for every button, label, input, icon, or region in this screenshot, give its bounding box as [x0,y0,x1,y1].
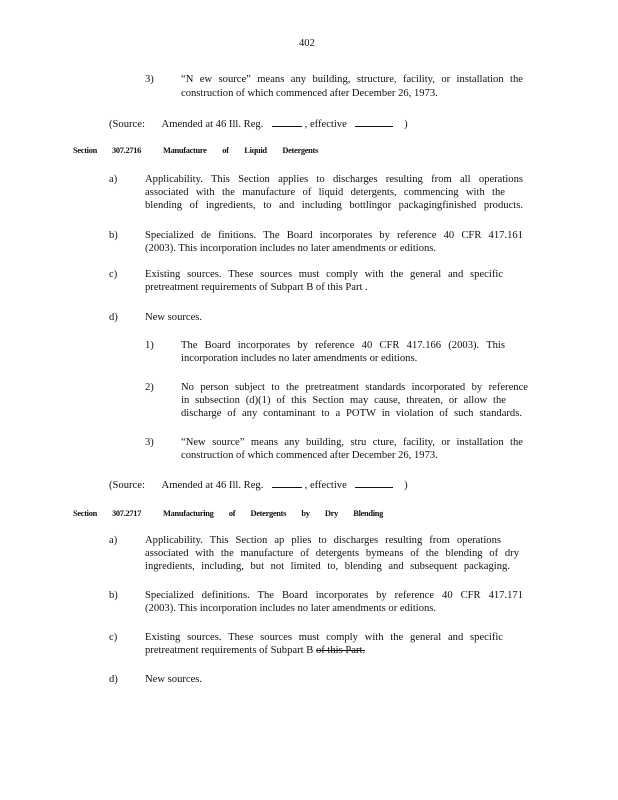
clause-line: (2003). This incorporation includes no later amendments or editions. [145,243,437,254]
clause-number: c) [109,632,118,643]
date-blank [272,478,302,488]
source-effective: , effective [304,119,347,130]
subclause-line: construction of which commenced after December 26, 1973. [181,450,438,461]
clause-line: pretreatment requirements of Subpart B of this Part . [145,282,368,293]
subclause-number: 2) [145,382,154,393]
subclause-line: No person subject to the pretreatment standards incorporated by reference [181,382,528,393]
source-text: Amended at 46 Ill. Reg. [161,119,264,130]
clause-number: a) [109,535,118,546]
clause-line: associated with the manufacture of detergents bymeans of the blending of dry [145,548,519,559]
clause-label: New sources. [145,674,203,685]
section-label: Section [73,509,97,518]
clause-line: associated with the manufacture of liquid detergents, commencing with the [145,187,505,198]
section-label: Section [73,146,97,155]
item-line: construction of which commenced after December 26, 1973. [181,88,438,99]
date-blank [272,117,302,127]
clause-number: d) [109,312,118,323]
section-title: Manufacturing of Detergents by Dry Blending [163,509,383,518]
clause-line: Applicability. This Section ap plies to discharges resulting from operations [145,535,501,546]
clause-line: blending of ingredients, to and including bottlingor packagingfinished products. [145,200,523,211]
struck-text: of this Part [315,645,363,656]
section-number: 307.2716 [112,146,142,155]
subclause-number: 1) [145,340,154,351]
clause-line: pretreatment requirements of Subpart B of this Part. [145,645,366,656]
clause-line: Existing sources. These sources must comply with the general and specific [145,269,503,280]
source-close: ) [404,480,408,491]
clause-line: ingredients, including, but not limited to, blending and subsequent packaging. [145,561,510,572]
clause-line: Specialized definitions. The Board incorporates by reference 40 CFR 417.171 [145,590,523,601]
subclause-line: discharge of any contaminant to a POTW in violation of such standards. [181,408,522,419]
source-note [109,478,408,492]
section-title: Manufacture of Liquid Detergents [163,146,318,155]
subclause-line: in subsection (d)(1) of this Section may cause, threaten, or allow the [181,395,506,406]
item-number: 3) [145,74,154,85]
date-blank [355,117,393,127]
date-blank [355,478,393,488]
clause-number: b) [109,230,118,241]
section-number: 307.2717 [112,509,142,518]
page-number: 402 [299,38,315,49]
clause-line: Specialized de finitions. The Board incorporates by reference 40 CFR 417.161 [145,230,523,241]
source-label: (Source: [109,480,145,491]
subclause-number: 3) [145,437,154,448]
source-note [109,117,408,131]
clause-number: a) [109,174,118,185]
source-label: (Source: [109,119,145,130]
clause-line: Existing sources. These sources must comply with the general and specific [145,632,503,643]
clause-text: pretreatment requirements of Subpart B [145,645,314,656]
clause-line: Applicability. This Section applies to discharges resulting from all operations [145,174,523,185]
clause-number: b) [109,590,118,601]
clause-number: d) [109,674,118,685]
subclause-line: The Board incorporates by reference 40 CFR 417.166 (2003). This [181,340,505,351]
subclause-line: incorporation includes no later amendments or editions. [181,353,418,364]
source-text: Amended at 46 Ill. Reg. [161,480,264,491]
clause-number: c) [109,269,118,280]
item-line: “N ew source” means any building, structure, facility, or installation the [181,74,523,85]
source-close: ) [404,119,408,130]
clause-label: New sources. [145,312,203,323]
clause-line: (2003). This incorporation includes no later amendments or editions. [145,603,437,614]
source-effective: , effective [304,480,347,491]
subclause-line: “New source” means any building, stru cture, facility, or installation the [181,437,523,448]
